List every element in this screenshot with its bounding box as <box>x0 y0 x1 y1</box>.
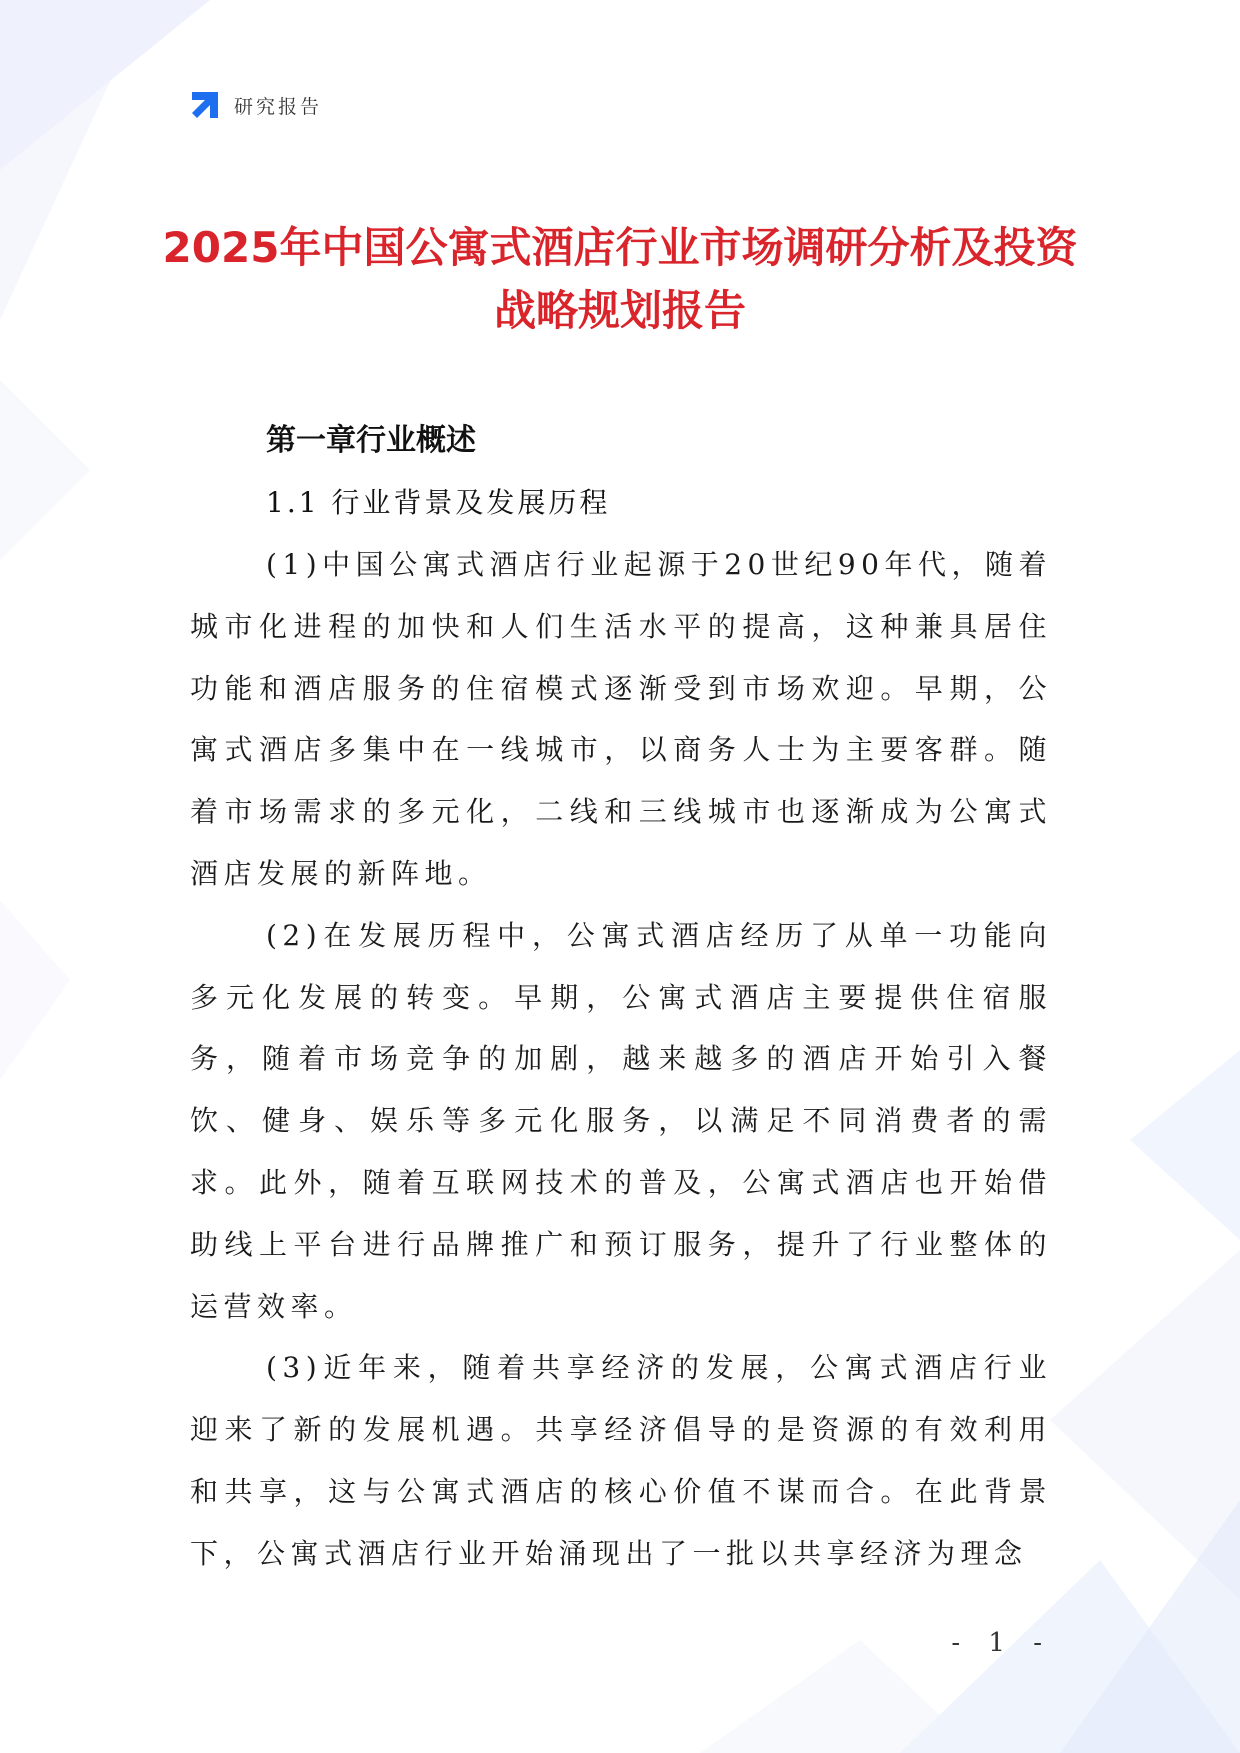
section-heading: 1.1 行业背景及发展历程 <box>266 486 611 519</box>
report-title: 2025年中国公寓式酒店行业市场调研分析及投资战略规划报告 <box>162 223 1078 335</box>
paragraph-3: (3)近年来，随着共享经济的发展，公寓式酒店行业迎来了新的发展机遇。共享经济倡导的是资源的有效利用和共享，这与公寓式酒店的核心价值不谋而合。在此背景下，公寓式酒店行业开始涌现出了一批以共享经济为理念 <box>190 1351 1052 1570</box>
paragraph-2: (2)在发展历程中，公寓式酒店经历了从单一功能向多元化发展的转变。早期，公寓式酒店主要提供住宿服务，随着市场竞争的加剧，越来越多的酒店开始引入餐饮、健身、娱乐等多元化服务，以满足不同消费者的需求。此外，随着互联网技术的普及，公寓式酒店也开始借助线上平台进行品牌推广和预订服务，提升了行业整体的运营效率。 <box>190 918 1052 1323</box>
paragraph-1: (1)中国公寓式酒店行业起源于20世纪90年代，随着城市化进程的加快和人们生活水平的提高，这种兼具居住功能和酒店服务的住宿模式逐渐受到市场欢迎。早期，公寓式酒店多集中在一线城市，以商务人士为主要客群。随着市场需求的多元化，二线和三线城市也逐渐成为公寓式酒店发展的新阵地。 <box>190 548 1052 890</box>
arrow-up-right-icon <box>188 88 222 122</box>
report-header <box>188 88 322 122</box>
report-body <box>190 410 1052 1585</box>
header-label: 研究报告 <box>234 95 323 118</box>
chapter-heading: 第一章行业概述 <box>266 423 476 458</box>
page-number: - 1 - <box>951 1628 1052 1658</box>
